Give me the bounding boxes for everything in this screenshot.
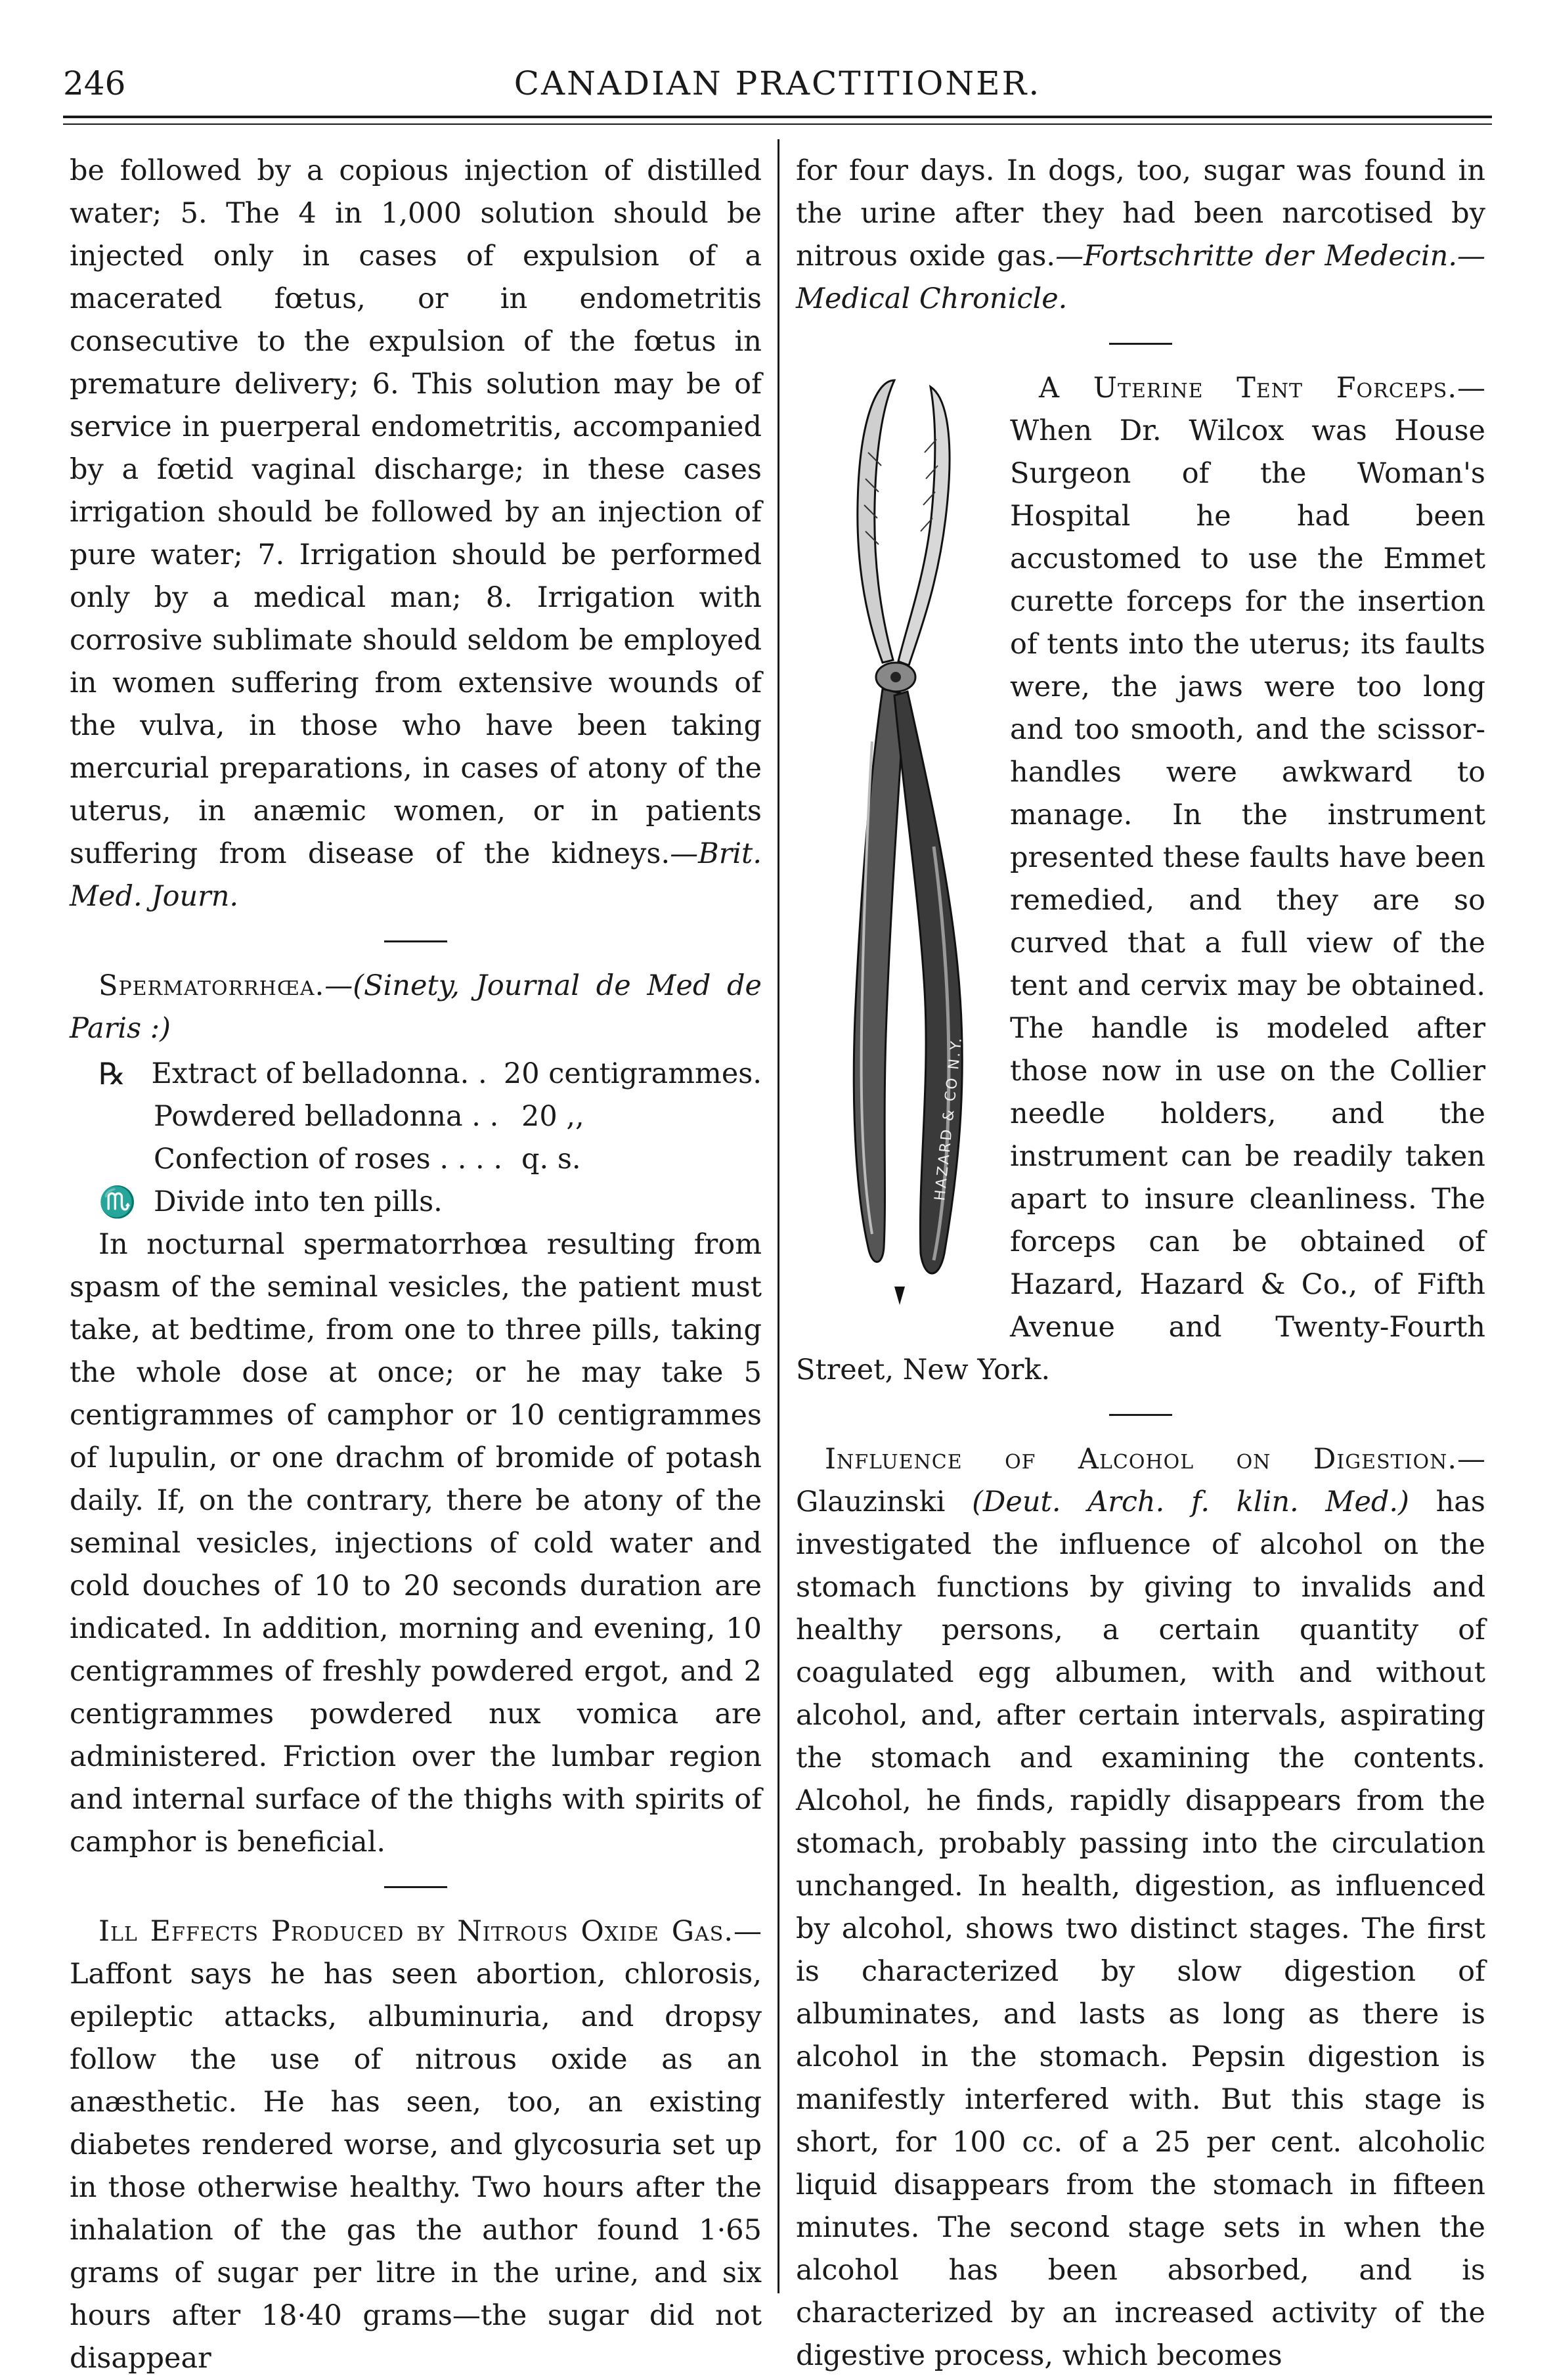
sublimate-citation: —Brit. Med. Journ. [70, 837, 762, 913]
article-nitrous-oxide [70, 1910, 762, 2380]
section-separator [384, 1886, 447, 1888]
page-number: 246 [63, 64, 126, 102]
article-sublimate-text [70, 150, 762, 918]
prescription-line [99, 1181, 762, 1223]
alcohol-source: (Deut. Arch. f. klin. Med.) [972, 1486, 1409, 1518]
engraving-label: HAZARD & CO N.Y. [932, 1035, 966, 1202]
alcohol-heading: Influence of Alcohol on Digestion. [825, 1443, 1457, 1476]
prescription-qty: 20 ,, [521, 1100, 584, 1133]
nitrous-body: —Laffont says he has seen abortion, chlorosis, epileptic attacks, albuminuria, and dropsy follow the use of nitrous oxide as an anæsthetic. He has seen, too, an existing diabetes rendered worse, and glycosuria set up in those otherwise healthy. Two hours after the inhalation of the gas the author found 1·65 grams of sugar per litre in the urine, and six hours after 18·40 grams—the sugar did not disappear [70, 1915, 762, 2375]
forceps-illustration [796, 374, 993, 1306]
spermatorrhoea-body: In nocturnal spermatorrhœa resulting from spasm of the seminal vesicles, the patient must take, at bedtime, from one to three pills, taking the whole dose at once; or he may take 5 centigrammes of camphor or 10 centigrammes of lupulin, or one drachm of bromide of potash daily. If, on the contrary, there be atony of the seminal vesicles, injections of cold water and cold douches of 10 to 20 seconds duration are indicated. In addition, morning and evening, 10 centigrammes of freshly powdered ergot, and 2 centigrammes powdered nux vomica are administered. Friction over the lumbar region and internal surface of the thighs with spirits of camphor is beneficial. [70, 1228, 762, 1859]
sublimate-body: be followed by a copious injection of distilled water; 5. The 4 in 1,000 solution should be injected only in cases of expulsion of a macerated fœtus, or in endometritis consecutive to the expulsion of the fœtus in premature delivery; 6. This solution may be of service in puerperal endometritis, accompanied by a fœtid vaginal discharge; in these cases irrigation should be followed by an injection of pure water; 7. Irrigation should be performed only by a medical man; 8. Irrigation with corrosive sublimate should seldom be employed in women suffering from extensive wounds of the vulva, in those who have been taking mercurial preparations, in cases of atony of the uterus, in anæmic women, or in patients suffering from disease of the kidneys. [70, 154, 762, 870]
page-header [63, 60, 1492, 113]
prescription-line [99, 1095, 762, 1138]
continuation-citation: —Fortschritte der Medecin.—Medical Chronicle. [796, 240, 1485, 315]
header-rule-thin [63, 123, 1492, 125]
prescription-item: Extract of belladonna. . [151, 1057, 487, 1090]
article-alcohol-digestion [796, 1438, 1485, 2377]
forceps-heading: A Uterine Tent Forceps. [1039, 372, 1457, 405]
forceps-body: —When Dr. Wilcox was House Surgeon of the Woman's Hospital he had been accustomed to use the Emmet curette forceps for the insertion of tents into the uterus; its faults were, the jaws were too long and too smooth, and the scissor-handles were awkward to manage. In the instrument presented these faults have been remedied, and they are so curved that a full view of the tent and cervix may be obtained. The handle is modeled after those now in use on the Collier needle holders, and the instrument can be readily taken apart to insure cleanliness. The forceps can be obtained of Hazard, Hazard & Co., of Fifth Avenue and Twenty-Fourth Street, New York. [796, 372, 1485, 1386]
prescription-item: Divide into ten pills. [154, 1185, 443, 1218]
spermatorrhoea-heading: Spermatorrhœa. [99, 969, 325, 1002]
prescription-item: Confection of roses . . . . [154, 1143, 503, 1176]
prescription-item: Powdered belladonna . . [154, 1100, 499, 1133]
article-spermatorrhoea-heading [70, 965, 762, 1050]
alcohol-author: —Glauzinski [796, 1443, 1485, 1518]
recipe-symbol [99, 1095, 154, 1138]
alcohol-body: has investigated the influence of alcohol on the stomach functions by giving to invalids and healthy persons, a certain quantity of coagulated egg albumen, with and without alcohol, and, after certain intervals, aspirating the stomach and examining the contents. Alcohol, he finds, rapidly disappears from the stomach, probably passing into the circulation unchanged. In health, digestion, as influenced by alcohol, shows two distinct stages. The first is characterized by slow digestion of albuminates, and lasts as long as there is alcohol in the stomach. Pepsin digestion is manifestly interfered with. But this stage is short, for 100 cc. of a 25 per cent. alcoholic liquid disappears from the stomach in fifteen minutes. The second stage sets in when the alcohol has been absorbed, and is characterized by an increased activity of the digestive process, which becomes [796, 1486, 1485, 2372]
recipe-symbol [99, 1138, 154, 1181]
prescription-qty: 20 centigrammes. [503, 1057, 762, 1090]
left-column [70, 150, 762, 2380]
section-separator [384, 940, 447, 942]
section-separator [1109, 343, 1172, 345]
recipe-symbol: ℞ [99, 1056, 126, 1091]
signa-symbol: ♏ [99, 1184, 137, 1220]
continuation-body: for four days. In dogs, too, sugar was found in the urine after they had been narcotised by nitrous oxide gas. [796, 154, 1485, 273]
section-separator [1109, 1414, 1172, 1416]
prescription-line [99, 1053, 762, 1095]
running-title: CANADIAN PRACTITIONER. [514, 64, 1041, 102]
header-rule [63, 116, 1492, 118]
column-divider [778, 139, 779, 2293]
nitrous-heading: Ill Effects Produced by Nitrous Oxide Gas. [99, 1915, 734, 1948]
spermatorrhoea-source: —(Sinety, Journal de Med de Paris :) [70, 969, 762, 1045]
nitrous-continuation [796, 150, 1485, 320]
right-column [796, 150, 1485, 2377]
prescription-qty: q. s. [521, 1143, 581, 1176]
prescription [99, 1053, 762, 1223]
prescription-line [99, 1138, 762, 1181]
